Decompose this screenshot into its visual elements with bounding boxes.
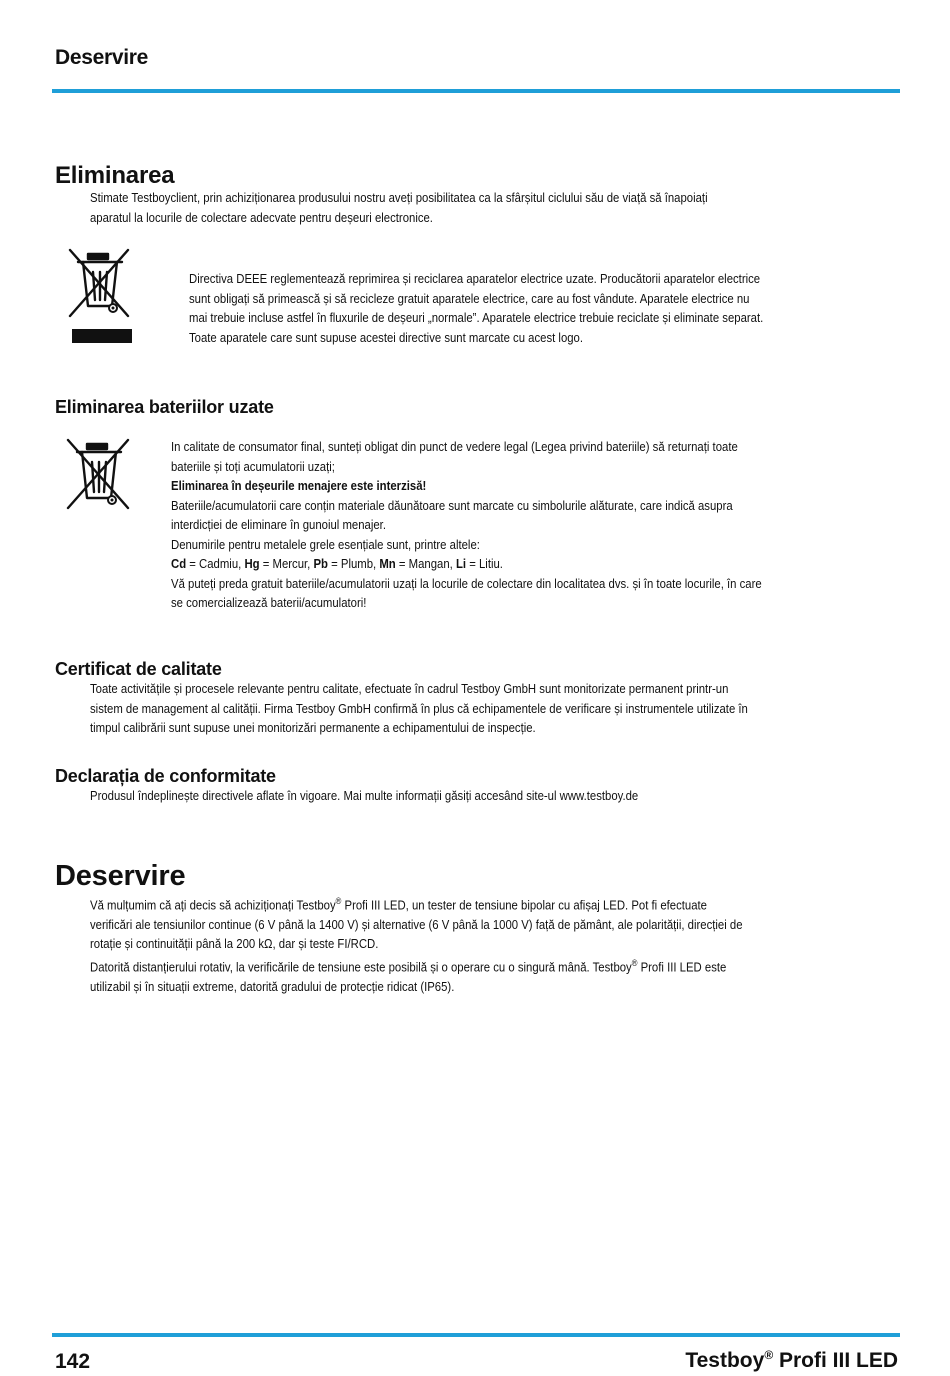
metal-symbol: Cd	[171, 556, 187, 571]
deservire-text: Datorită distanțierului rotativ, la verificările de tensiune este posibilă și o operare cu o singură mână. Testboy	[90, 959, 632, 975]
deservire-text: Vă mulțumim că ați decis să achiziționați Testboy	[90, 897, 336, 913]
battery-crossed-bin-icon	[64, 436, 132, 512]
metal-symbol: Pb	[313, 556, 328, 571]
baterii-line: Denumirile pentru metalele grele esențiale sunt, printre altele:	[171, 536, 480, 552]
metal-symbol: Li	[455, 556, 467, 571]
metal-name: Mercur	[272, 556, 308, 571]
header-rule	[52, 89, 900, 93]
eliminarea-intro-line: aparatul la locurile de colectare adecvate pentru deșeuri electronice.	[90, 209, 433, 225]
weee-line: mai trebuie incluse astfel în fluxurile de deșeuri „normale”. Aparatele electrice trebuie reciclate și eliminate separat.	[189, 310, 764, 325]
metal-name: Mangan	[408, 556, 450, 571]
section-title-declaratia: Declarația de conformitate	[55, 766, 276, 786]
registered-mark: ®	[631, 957, 638, 968]
certificat-line: timpul calibrării sunt supuse unei monitorizări permanente a echipamentului de inspecție.	[90, 720, 536, 735]
weee-crossed-bin-icon	[66, 246, 134, 346]
page-number: 142	[55, 1350, 91, 1373]
registered-mark: ®	[764, 1348, 774, 1362]
weee-paragraph	[189, 269, 763, 347]
deservire-line: verificări ale tensiunilor continue (6 V până la 1400 V) și alternative (6 V până la 1000 V) față de pământ, ale polarității, direcției de	[90, 916, 743, 932]
deservire-line	[90, 954, 743, 977]
metals-line: Cd = Cadmiu, Hg = Mercur, Pb = Plumb, Mn = Mangan, Li = Litiu.	[171, 556, 503, 571]
metal-name: Cadmiu	[199, 556, 239, 571]
baterii-paragraph	[171, 437, 762, 613]
declaratia-paragraph	[90, 786, 638, 806]
baterii-line: interdicției de eliminare în gunoiul menajer.	[171, 517, 386, 532]
baterii-line: Vă puteți preda gratuit bateriile/acumulatorii uzați la locurile de colectare din localitatea dvs. și în toate locurile, în care	[171, 575, 762, 591]
baterii-line: In calitate de consumator final, sunteți obligat din punct de vedere legal (Legea privind bateriile) să returnați toate	[171, 439, 738, 454]
metal-symbol: Mn	[379, 556, 396, 571]
header-title: Deservire	[55, 46, 149, 69]
deservire-line: rotație și continuității până la 200 kΩ, dar și teste FI/RCD.	[90, 936, 379, 952]
baterii-line: se comercializează baterii/acumulatori!	[171, 595, 367, 610]
certificat-line: Toate activitățile și procesele relevante pentru calitate, efectuate în cadrul Testboy GmbH sunt monitorizate permanent printr-un	[90, 681, 729, 696]
section-title-baterii: Eliminarea bateriilor uzate	[55, 397, 274, 417]
section-title-eliminarea: Eliminarea	[55, 162, 175, 189]
metal-symbol: Hg	[244, 556, 260, 571]
section-title-certificat: Certificat de calitate	[55, 659, 222, 679]
section-title-deservire: Deservire	[55, 860, 186, 892]
deservire-text: Profi III LED, un tester de tensiune bipolar cu afișaj LED. Pot fi efectuate	[341, 897, 707, 913]
eliminarea-intro	[90, 188, 708, 227]
baterii-line: bateriile și toți acumulatorii uzați;	[171, 458, 335, 474]
weee-line: sunt obligați să primească și să recicleze gratuit aparatele electrice, care au fost vândute. Aparatele electrice nu	[189, 290, 750, 306]
baterii-warning: Eliminarea în deșeurile menajere este interzisă!	[171, 478, 427, 493]
metal-name: Plumb	[340, 556, 374, 571]
footer-rule	[52, 1333, 900, 1337]
declaratia-line: Produsul îndeplinește directivele aflate în vigoare. Mai multe informații găsiți accesând site-ul www.testboy.de	[90, 788, 639, 803]
eliminarea-intro-line: Stimate Testboyclient, prin achiziționarea produsului nostru aveți posibilitatea ca la sfârșitul ciclului său de viață să înapoiați	[90, 190, 708, 205]
model-name: Profi III LED	[773, 1349, 898, 1372]
certificat-paragraph	[90, 679, 748, 738]
metal-name: Litiu.	[478, 556, 503, 571]
deservire-line	[90, 892, 743, 915]
certificat-line: sistem de management al calității. Firma Testboy GmbH confirmă în plus că echipamentele de verificare și instrumentele utilizate în	[90, 700, 748, 716]
registered-mark: ®	[335, 896, 342, 906]
baterii-line: Bateriile/acumulatorii care conțin materiale dăunătoare sunt marcate cu simbolurile alăturate, care indică asupra	[171, 497, 733, 513]
weee-line: Toate aparatele care sunt supuse acestei directive sunt marcate cu acest logo.	[189, 329, 584, 345]
footer-brand	[685, 1348, 898, 1373]
deservire-line: utilizabil și în situații extreme, datorită gradului de protecție ridicat (IP65).	[90, 978, 455, 994]
deservire-text: Profi III LED este	[637, 959, 727, 975]
brand-name: Testboy	[685, 1349, 765, 1372]
weee-line: Directiva DEEE reglementează reprimirea și reciclarea aparatelor electrice uzate. Producătorii aparatelor electrice	[189, 271, 761, 286]
deservire-paragraph	[90, 892, 743, 996]
